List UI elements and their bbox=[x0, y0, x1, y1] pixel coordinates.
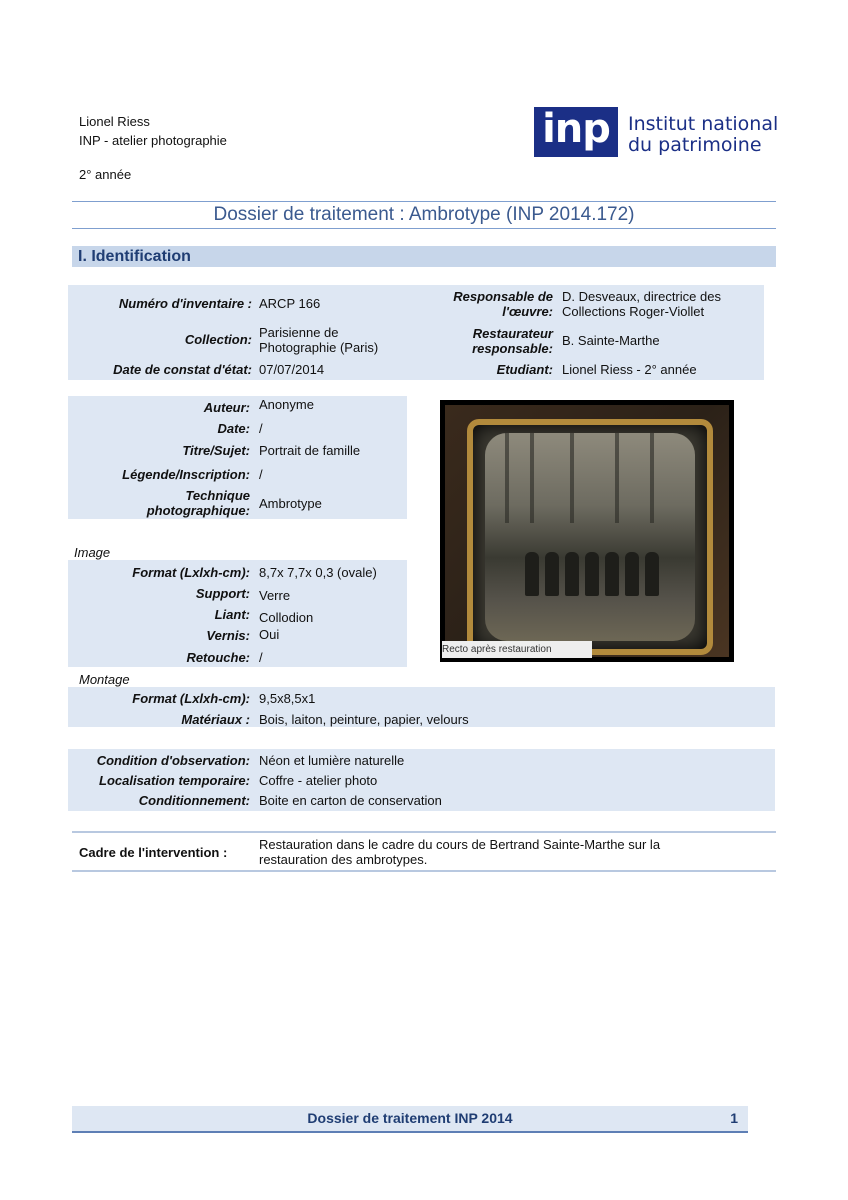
collection-label: Collection: bbox=[184, 332, 252, 347]
intervention-label: Cadre de l'intervention : bbox=[79, 845, 228, 860]
montage-format-value: 9,5x8,5x1 bbox=[259, 691, 316, 706]
retouche-label: Retouche: bbox=[186, 650, 250, 665]
document-title: Dossier de traitement : Ambrotype (INP 2014.172) bbox=[213, 204, 635, 225]
page-footer bbox=[72, 1106, 748, 1133]
montage-format-label: Format (Lxlxh-cm): bbox=[132, 691, 250, 706]
footer-title: Dossier de traitement INP 2014 bbox=[307, 1110, 513, 1126]
photo-caption: Recto après restauration bbox=[442, 641, 592, 658]
image-format-label: Format (Lxlxh-cm): bbox=[132, 565, 250, 580]
technique-value: Ambrotype bbox=[259, 496, 322, 511]
observation-value: Néon et lumière naturelle bbox=[259, 753, 405, 768]
vernis-value: Oui bbox=[259, 627, 280, 642]
logo-line-1: Institut national bbox=[628, 113, 779, 135]
conditionnement-label: Conditionnement: bbox=[138, 793, 250, 808]
date-constat-value: 07/07/2014 bbox=[259, 362, 325, 377]
titre-label: Titre/Sujet: bbox=[182, 443, 250, 458]
liant-label: Liant: bbox=[214, 607, 250, 622]
conditionnement-value: Boite en carton de conservation bbox=[259, 793, 442, 808]
technique-label: Technique photographique: bbox=[146, 488, 250, 518]
restaurateur-label: Restaurateur responsable: bbox=[472, 326, 553, 356]
support-value: Verre bbox=[259, 588, 291, 603]
ambrotype-photo bbox=[440, 400, 734, 662]
auteur-value: Anonyme bbox=[259, 397, 314, 412]
inp-logo-icon: inp bbox=[534, 107, 618, 157]
intervention-top-rule bbox=[72, 831, 776, 833]
document-title-bar bbox=[72, 201, 776, 229]
page-number: 1 bbox=[730, 1110, 738, 1126]
collection-value: Parisienne de Photographie (Paris) bbox=[259, 325, 379, 355]
auteur-label: Auteur: bbox=[203, 400, 250, 415]
legende-label: Légende/Inscription: bbox=[122, 467, 250, 482]
intervention-bottom-rule bbox=[72, 870, 776, 872]
etudiant-label: Etudiant: bbox=[496, 362, 553, 377]
liant-value: Collodion bbox=[259, 610, 314, 625]
image-heading: Image bbox=[74, 545, 111, 560]
year-label: 2° année bbox=[79, 167, 132, 182]
observation-label: Condition d'observation: bbox=[96, 753, 250, 768]
etudiant-value: Lionel Riess - 2° année bbox=[562, 362, 697, 377]
montage-heading: Montage bbox=[79, 672, 130, 687]
localisation-value: Coffre - atelier photo bbox=[259, 773, 378, 788]
materiaux-value: Bois, laiton, peinture, papier, velours bbox=[259, 712, 469, 727]
date-label: Date: bbox=[217, 421, 250, 436]
retouche-value: / bbox=[259, 650, 263, 665]
author-name: Lionel Riess bbox=[79, 114, 150, 129]
restaurateur-value: B. Sainte-Marthe bbox=[562, 333, 660, 348]
inventory-value: ARCP 166 bbox=[259, 296, 321, 311]
responsable-label: Responsable de l'œuvre: bbox=[453, 289, 553, 319]
intervention-value: Restauration dans le cadre du cours de Bertrand Sainte-Marthe sur la restauration des ambrotypes. bbox=[259, 837, 661, 867]
localisation-label: Localisation temporaire: bbox=[99, 773, 250, 788]
logo-text bbox=[628, 114, 778, 156]
materiaux-label: Matériaux : bbox=[181, 712, 250, 727]
vernis-label: Vernis: bbox=[206, 628, 250, 643]
inventory-label: Numéro d'inventaire : bbox=[118, 296, 252, 311]
image-format-value: 8,7x 7,7x 0,3 (ovale) bbox=[259, 565, 377, 580]
legende-value: / bbox=[259, 467, 263, 482]
date-constat-label: Date de constat d'état: bbox=[113, 362, 252, 377]
logo-line-2: du patrimoine bbox=[628, 134, 762, 156]
section-header bbox=[72, 246, 776, 267]
titre-value: Portrait de famille bbox=[259, 443, 361, 458]
studio-name: INP - atelier photographie bbox=[79, 133, 227, 148]
section-title: I. Identification bbox=[78, 248, 191, 265]
responsable-value: D. Desveaux, directrice des Collections Roger-Viollet bbox=[562, 289, 721, 319]
support-label: Support: bbox=[195, 586, 250, 601]
date-value: / bbox=[259, 421, 263, 436]
